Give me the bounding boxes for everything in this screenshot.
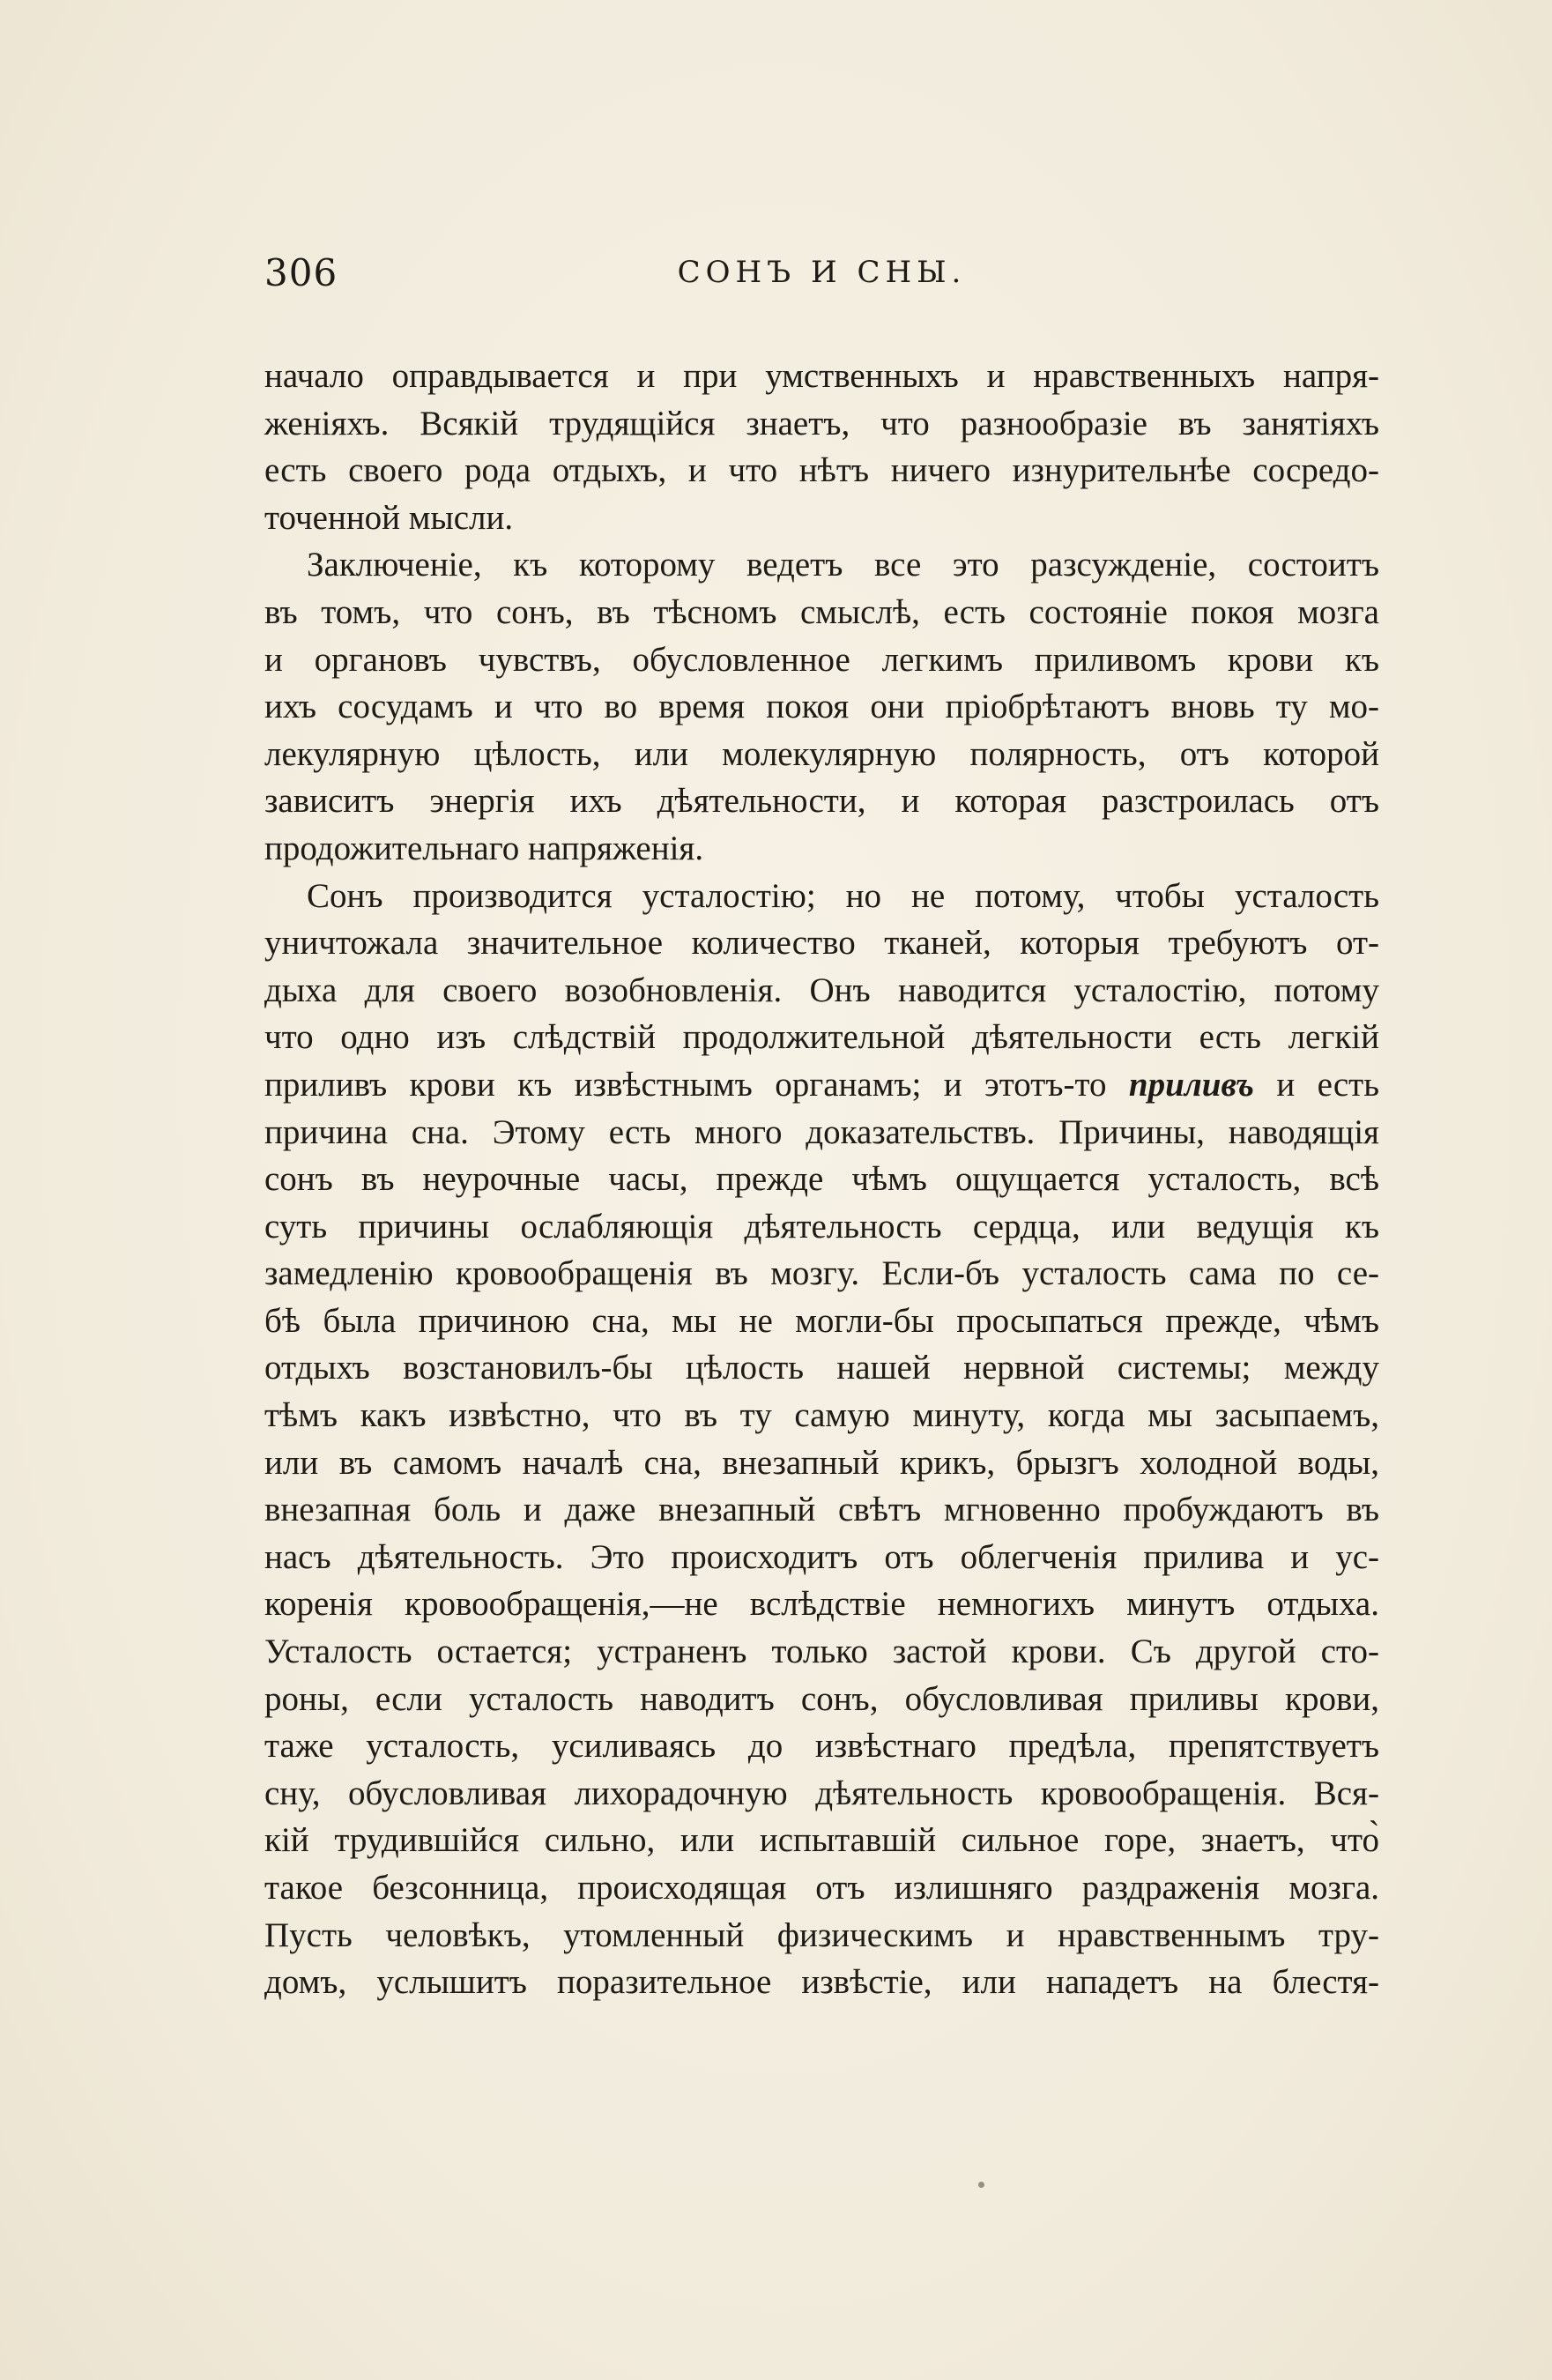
text-line: Усталость остается; устраненъ только застой крови. Съ другой сто- [264, 1633, 1379, 1671]
text-line: сну, обусловливая лихорадочную дѣятельность кровообращенія. Вся- [264, 1774, 1379, 1812]
text-line: таже усталость, усиливаясь до извѣстнаго предѣла, препятствуетъ [264, 1727, 1379, 1766]
text-line: коренія кровообращенія,—не вслѣдствіе немногихъ минутъ отдыха. [264, 1585, 1379, 1624]
text-line: и органовъ чувствъ, обусловленное легкимъ приливомъ крови къ [264, 640, 1379, 679]
text-line: суть причины ослабляющія дѣятельность сердца, или ведущія къ [264, 1207, 1379, 1246]
text-line: лекулярную цѣлость, или молекулярную полярность, отъ которой [264, 734, 1379, 773]
text-line: кій трудившійся сильно, или испытавшій сильное горе, знаетъ, что̀ [264, 1821, 1379, 1860]
text-line: уничтожала значительное количество тканей, которыя требуютъ от- [264, 924, 1379, 963]
text-line: домъ, услышитъ поразительное извѣстіе, или нападетъ на блестя- [264, 1963, 1379, 2002]
paragraph-1 [264, 353, 1379, 541]
text-line: есть своего рода отдыхъ, и что нѣтъ ничего изнурительнѣе сосредо- [264, 451, 1379, 490]
page-header [264, 251, 1379, 304]
text-line: внезапная боль и даже внезапный свѣтъ мгновенно пробуждаютъ въ [264, 1491, 1379, 1529]
text-line: роны, если усталость наводитъ сонъ, обусловливая приливы крови, [264, 1679, 1379, 1718]
ink-speck [978, 2182, 984, 2188]
text-line: бѣ была причиною сна, мы не могли-бы просыпаться прежде, чѣмъ [264, 1301, 1379, 1340]
text-line: женіяхъ. Всякій трудящійся знаетъ, что разнообразіе въ занятіяхъ [264, 404, 1379, 443]
text-line: или въ самомъ началѣ сна, внезапный крикъ, брызгъ холодной воды, [264, 1443, 1379, 1482]
text-line: такое безсонница, происходящая отъ излишняго раздраженія мозга. [264, 1869, 1379, 1907]
page-number: 306 [264, 251, 338, 294]
emphasized-word: приливъ [1128, 1065, 1254, 1104]
text-line: зависитъ энергія ихъ дѣятельности, и которая разстроилась отъ [264, 782, 1379, 821]
text-line: причина сна. Этому есть много доказательствъ. Причины, наводящія [264, 1112, 1379, 1151]
text-line: тѣмъ какъ извѣстно, что въ ту самую минуту, когда мы засыпаемъ, [264, 1396, 1379, 1435]
text-line: точенной мысли. [264, 498, 514, 537]
text-line: отдыхъ возстановилъ-бы цѣлость нашей нервной системы; между [264, 1349, 1379, 1387]
text-line: начало оправдывается и при умственныхъ и нравственныхъ напря- [264, 357, 1379, 395]
paragraph-2 [264, 541, 1379, 872]
text-line: Заключеніе, къ которому ведетъ все это разсужденіе, состоитъ [307, 546, 1379, 584]
running-title: СОНЪ И СНЫ. [677, 255, 967, 290]
text-line: продожительнаго напряженія. [264, 829, 704, 867]
text-line: ихъ сосудамъ и что во время покоя они пріобрѣтаютъ вновь ту мо- [264, 688, 1379, 726]
text-segment: приливъ крови къ извѣстнымъ органамъ; и этотъ-то [264, 1065, 1107, 1104]
text-line: Пусть человѣкъ, утомленный физическимъ и нравственнымъ тру- [264, 1915, 1379, 1954]
text-line: дыха для своего возобновленія. Онъ наводится усталостію, потому [264, 971, 1379, 1009]
text-line: насъ дѣятельность. Это происходитъ отъ облегченія прилива и ус- [264, 1537, 1379, 1576]
text-line: въ томъ, что сонъ, въ тѣсномъ смыслѣ, есть состояніе покоя мозга [264, 592, 1379, 631]
text-line: что одно изъ слѣдствій продолжительной дѣятельности есть легкій [264, 1018, 1379, 1057]
text-line-with-emphasis [264, 1061, 1379, 1109]
text-segment: и есть [1276, 1065, 1380, 1104]
text-line: сонъ въ неурочные часы, прежде чѣмъ ощущается усталость, всѣ [264, 1160, 1379, 1199]
text-line: замедленію кровообращенія въ мозгу. Если-бъ усталость сама по се- [264, 1254, 1379, 1293]
text-line: Сонъ производится усталостію; но не потому, чтобы усталость [307, 876, 1379, 915]
paragraph-3 [264, 873, 1379, 2006]
body-text [264, 353, 1379, 2006]
